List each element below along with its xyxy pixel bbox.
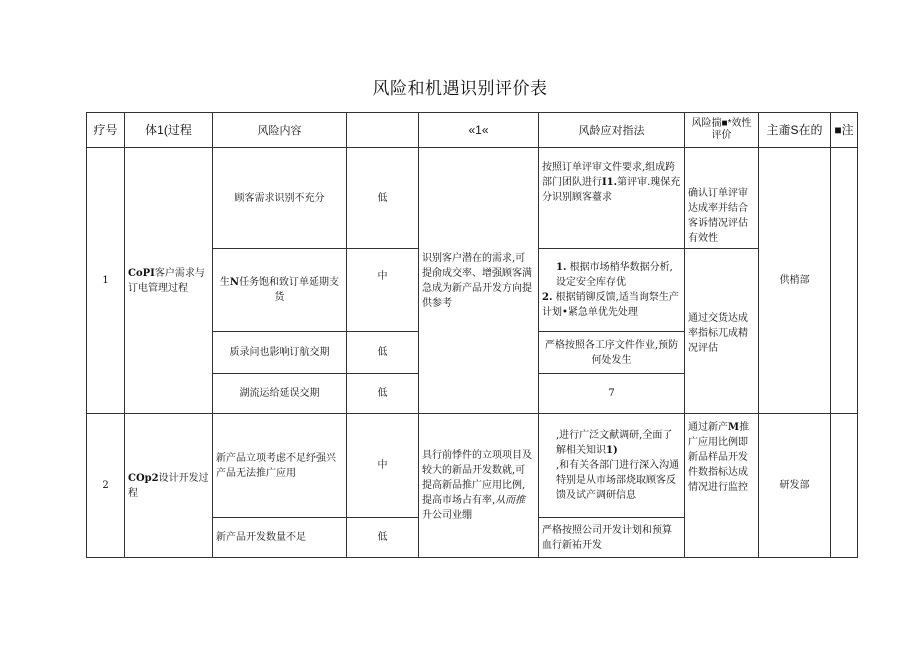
group2-row1-measure-line2 xyxy=(542,458,681,503)
group2-seq: 2 xyxy=(87,414,125,558)
group1-process-code: CoPI xyxy=(128,267,155,279)
table-row xyxy=(87,414,858,518)
group2-source-italic: 从而推 xyxy=(495,495,526,506)
group2-source-tail: 升公司业绷 xyxy=(422,510,472,521)
group2-row1-level: 中 xyxy=(347,414,419,518)
group1-row3-content: 质录问也影响订航交期 xyxy=(213,332,347,374)
group1-remark xyxy=(831,148,858,414)
header-measures: 风龄应对指法 xyxy=(539,113,685,148)
group1-row1-measure xyxy=(539,148,685,249)
group2-row2-content: 新产品开发数量不足 xyxy=(213,518,347,558)
group1-source: 识别客户潜在的需求,可提俞成交率、增强顾客满急成为新产品开发方向提供参考 xyxy=(419,148,539,414)
group1-row2-measure-num1: 1. xyxy=(556,262,567,273)
group1-row2-measure-text2: 根据销铆反馈,适当询祭生产计划•紧急单优先处理 xyxy=(542,292,679,318)
group1-row4-content: 湖流运给延误交期 xyxy=(213,374,347,414)
group2-row1-content: 新产品立项考虑不足纾强兴产品无法推广应用 xyxy=(213,414,347,518)
header-owner: 主齑S在的 xyxy=(759,113,831,148)
group1-row2-level: 中 xyxy=(347,249,419,332)
group2-source xyxy=(419,414,539,558)
group1-row2-content-prefix: 生 xyxy=(219,277,230,288)
header-content: 风险内容 xyxy=(213,113,347,148)
group2-row1-measure-num1: 1) xyxy=(606,445,618,456)
group1-row2-measure xyxy=(539,249,685,332)
group1-row2-measure-line1 xyxy=(542,260,681,290)
group2-process xyxy=(125,414,213,558)
group2-row1-measure-line1 xyxy=(542,428,681,458)
group1-row1-measure-text: 按照订单评审文件要求,组成跨部门团队进行 xyxy=(542,162,676,188)
group1-row3-measure: 严格按照各工序文件作业,预防何处发生 xyxy=(539,332,685,374)
header-process: 体1(过程 xyxy=(125,113,213,148)
header-source: «1« xyxy=(419,113,539,148)
group2-row1-measure-text1: ,进行广泛文献调研,全面了解相关知识 xyxy=(556,430,673,456)
header-seq: 疗号 xyxy=(87,113,125,148)
group1-row2-measure-text1: 根据市场梢华数据分析,设定安全库存优 xyxy=(556,262,673,288)
header-effect: 风险揣■*效性评价 xyxy=(685,113,759,148)
group1-row1-effect: 确认订单评审达成率并结合客诉情况评估有效性 xyxy=(685,148,759,249)
group1-process xyxy=(125,148,213,414)
group1-row1-content: 顾客需求识别不充分 xyxy=(213,148,347,249)
risk-evaluation-table xyxy=(86,112,858,558)
group2-process-code: COp2 xyxy=(128,472,159,484)
group2-remark xyxy=(831,414,858,558)
group1-row2-measure-num2: 2. xyxy=(542,292,553,303)
table-row xyxy=(87,148,858,249)
header-remark: ■注 xyxy=(831,113,858,148)
group1-row1-measure-bold: I1. xyxy=(602,177,618,188)
group1-row4-measure: 7 xyxy=(539,374,685,414)
page-title: 风险和机遇识别评价表 xyxy=(372,79,548,99)
group2-row1-measure-text2: ,和有关各部门进行深入沟通特别是从市场部烧取顾客反馈及试产调研信息 xyxy=(556,460,680,501)
group2-source-main: 具行前悸件的立项项目及较大的新品开发数就,可提高新品推广应用比例,提高市场占有率, xyxy=(422,450,532,506)
group1-process-text: 客户需求与订电管理过程 xyxy=(128,267,205,294)
group2-process-text: 设计开发过程 xyxy=(128,472,209,499)
group1-row2-effect: 通过交货达成率指标兀成精况评估 xyxy=(685,249,759,414)
group1-row1-level: 低 xyxy=(347,148,419,249)
group1-row4-level: 低 xyxy=(347,374,419,414)
group2-row2-level: 低 xyxy=(347,518,419,558)
header-level xyxy=(347,113,419,148)
group1-row3-level: 低 xyxy=(347,332,419,374)
group2-row2-measure: 严格按照公司开发计划和预算血行新祐开发 xyxy=(539,518,685,558)
header-row xyxy=(87,113,858,148)
group2-row1-measure xyxy=(539,414,685,518)
group1-seq: 1 xyxy=(87,148,125,414)
group2-owner: 研发部 xyxy=(759,414,831,558)
group1-row1-measure-tail: 第评审.瑰保充分识别顾客薹求 xyxy=(542,177,681,203)
group1-row2-content xyxy=(213,249,347,332)
group2-effect xyxy=(685,414,759,558)
group2-effect-prefix: 通过新产 xyxy=(688,422,728,433)
group2-effect-bold: M xyxy=(728,422,740,433)
group2-effect-rest: 推广应用比例即新品样品开发件数指标达成情况进行监控 xyxy=(688,422,750,493)
group1-row2-measure-line2 xyxy=(542,290,681,320)
group1-row2-content-bold: N xyxy=(229,277,240,288)
group1-owner: 供梢部 xyxy=(759,148,831,414)
group1-row2-content-rest: 任务饱和致订单延期支货 xyxy=(239,277,340,303)
